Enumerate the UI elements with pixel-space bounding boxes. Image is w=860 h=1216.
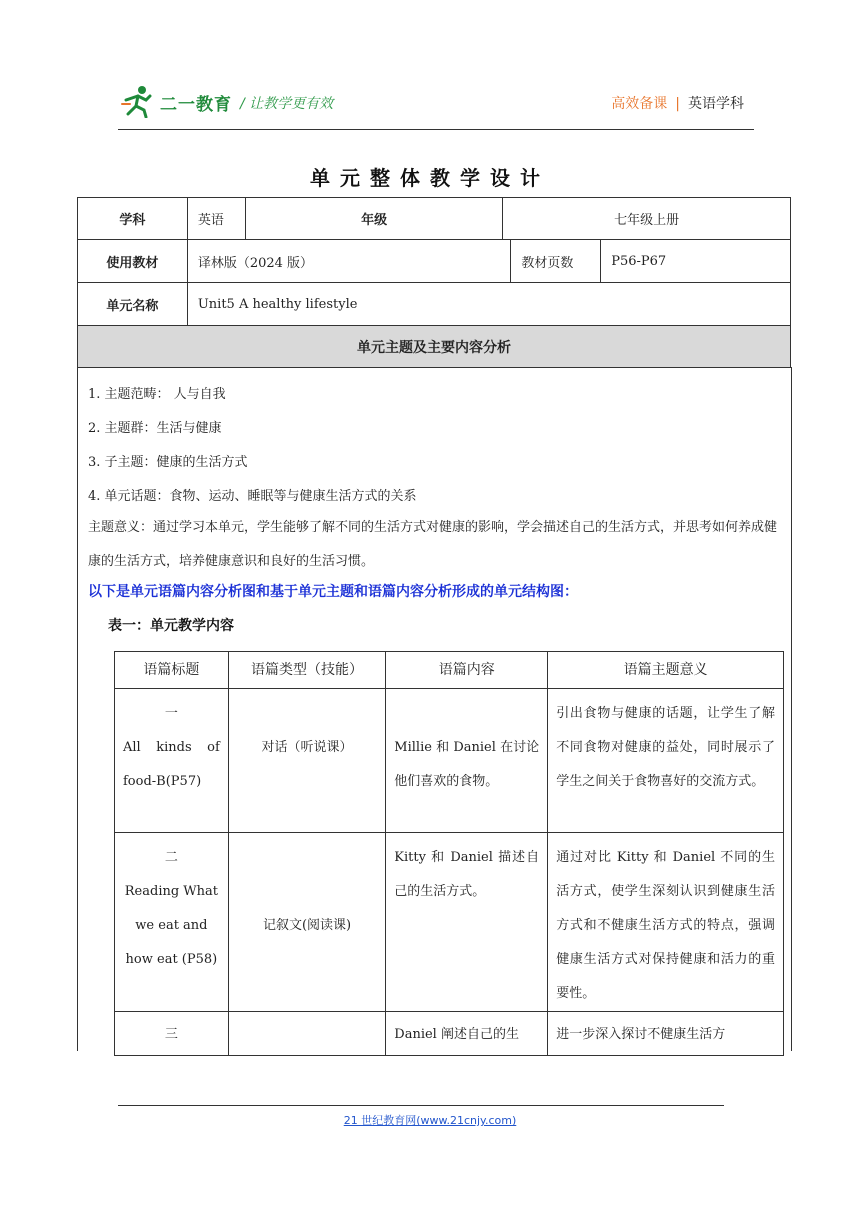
table-header-row [115,652,784,689]
point-1: 1. 主题范畴： 人与自我 [88,387,226,402]
footer-divider [118,1105,724,1106]
table-caption: 表一：单元教学内容 [108,618,234,634]
content-table [114,651,784,1056]
passage-number: 二 [164,850,178,865]
analysis-body [77,367,792,1051]
table-row [115,689,784,833]
document-title: 单元整体教学设计 [310,166,550,190]
passage-title-cell [115,833,229,1012]
structure-intro: 以下是单元语篇内容分析图和基于单元主题和语篇内容分析形成的单元结构图： [88,584,578,600]
grade-value: 七年级上册 [503,198,791,240]
header-tag-secondary: 英语学科 [688,96,744,112]
passage-type: 对话（听说课） [228,689,385,833]
grade-label: 年级 [245,198,503,240]
passage-meaning: 进一步深入探讨不健康生活方 [548,1012,784,1056]
footer-link[interactable]: 21 世纪教育网(www.21cnjy.com) [343,1114,517,1127]
header-separator: | [675,96,680,112]
passage-number: 三 [115,1012,229,1056]
header-divider [118,129,754,130]
passage-type: 记叙文(阅读课) [228,833,385,1012]
point-2: 2. 主题群：生活与健康 [88,421,222,436]
point-3: 3. 子主题：健康的生活方式 [88,455,248,470]
passage-number: 一 [164,706,178,721]
pages-label: 教材页数 [511,240,601,283]
passage-meaning: 引出食物与健康的话题，让学生了解不同食物对健康的益处，同时展示了学生之间关于食物喜好的交流方式。 [548,689,784,833]
textbook-value: 译林版（2024 版） [187,240,511,283]
subject-label: 学科 [78,198,188,240]
passage-type [228,1012,385,1056]
unit-value: Unit5 A healthy lifestyle [187,283,790,326]
header-type: 语篇类型（技能） [228,652,385,689]
unit-label: 单元名称 [78,283,188,326]
section-heading: 单元主题及主要内容分析 [78,326,791,368]
passage-content: Millie 和 Daniel 在讨论他们喜欢的食物。 [386,689,548,833]
passage-title: All kinds of food-B(P57) [123,740,220,789]
info-table [77,197,791,368]
theme-significance: 主题意义：通过学习本单元，学生能够了解不同的生活方式对健康的影响，学会描述自己的生活方式，并思考如何养成健康的生活方式，培养健康意识和良好的生活习惯。 [88,520,778,569]
header-title: 语篇标题 [115,652,229,689]
runner-logo-icon [120,84,156,118]
header-right [611,93,744,113]
passage-content: Daniel 阐述自己的生 [386,1012,548,1056]
header-meaning: 语篇主题意义 [548,652,784,689]
logo-text: 二一教育 [160,95,232,115]
passage-title-cell [115,689,229,833]
point-4: 4. 单元话题：食物、运动、睡眠等与健康生活方式的关系 [88,489,417,504]
page-header [118,84,754,124]
table-row [115,1012,784,1056]
header-tag-primary: 高效备课 [611,96,668,112]
passage-content: Kitty 和 Daniel 描述自己的生活方式。 [386,833,548,1012]
subject-value: 英语 [187,198,245,240]
slogan: / 让教学更有效 [240,96,334,112]
passage-meaning: 通过对比 Kitty 和 Daniel 不同的生活方式，使学生深刻认识到健康生活方式和不健康生活方式的特点，强调健康生活方式对保持健康和活力的重要性。 [548,833,784,1012]
table-row [115,833,784,1012]
passage-title: Reading What we eat and how eat (P58) [124,884,219,967]
header-content: 语篇内容 [386,652,548,689]
textbook-label: 使用教材 [78,240,188,283]
pages-value: P56-P67 [601,240,791,283]
